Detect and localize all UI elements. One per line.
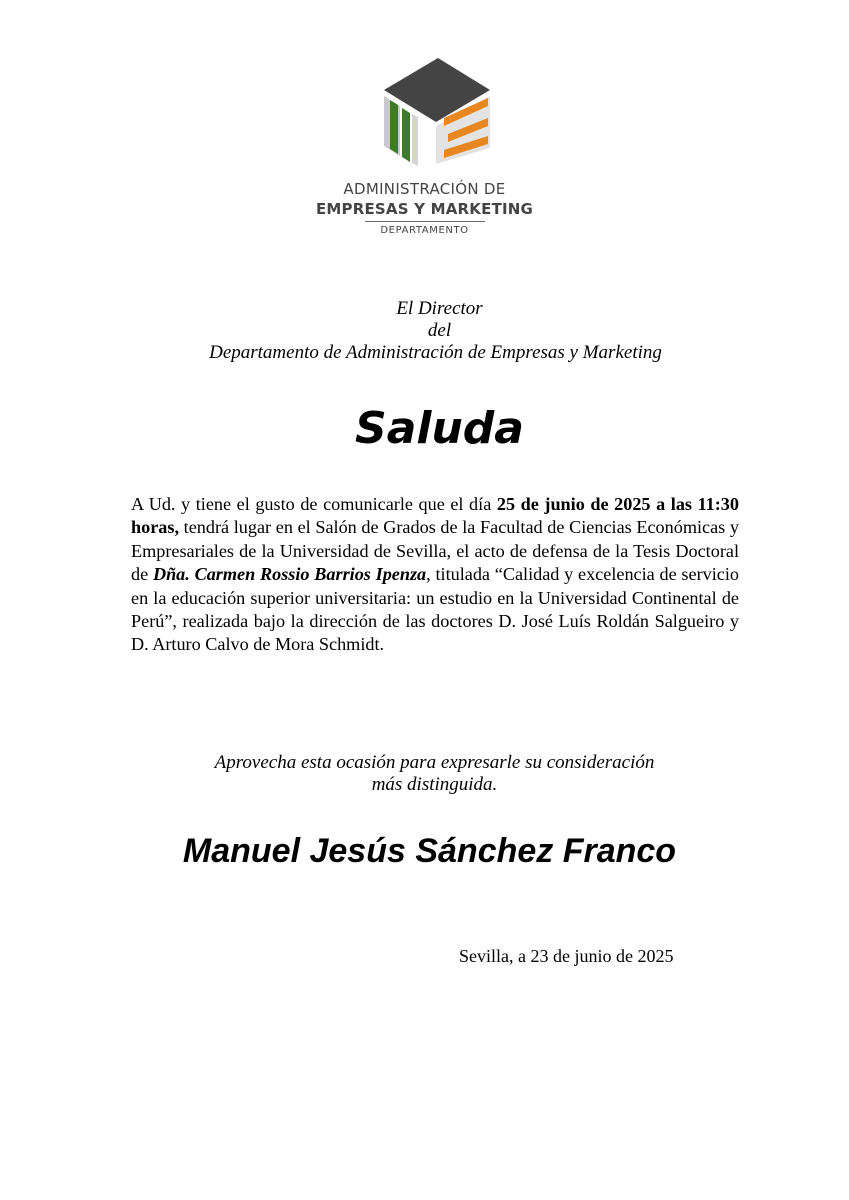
letter-title: Saluda (355, 403, 524, 454)
letter-date: Sevilla, a 23 de junio de 2025 (459, 946, 674, 966)
body-date-time: 25 de junio de 2025 a las 11:30 horas, (131, 494, 739, 538)
header-line-2: del (427, 320, 452, 341)
letter-closing (0, 752, 849, 796)
logo-text-line2: EMPRESAS Y MARKETING (315, 200, 534, 218)
signatory-name: Manuel Jesús Sánchez Franco (182, 832, 677, 870)
logo-text-line1: ADMINISTRACIÓN DE (343, 180, 506, 198)
closing-line-1: Aprovecha esta ocasión para expresarle su consideración (214, 752, 655, 773)
logo-text-line3: DEPARTAMENTO (380, 225, 469, 236)
header-line-3: Departamento de Administración de Empresas y Marketing (209, 342, 662, 363)
header-line-1: El Director (396, 298, 483, 319)
logo-divider (365, 221, 485, 222)
body-candidate-name: Dña. Carmen Rossio Barrios Ipenza (152, 564, 427, 585)
department-logo-icon (378, 56, 496, 168)
closing-line-2: más distinguida. (371, 774, 498, 795)
body-text-part1: A Ud. y tiene el gusto de comunicarle que el día (131, 494, 497, 514)
body-text-part3: , titulada “Calidad y excelencia de servicio en la educación superior universitaria: un estudio en la Universidad Continental de Perú”, realizada bajo la dirección de las doctores D. José Luís Roldán Salgueiro y D. Arturo Calvo de Mora Schmidt. (131, 564, 739, 655)
body-text-part2: tendrá lugar en el Salón de Grados de la Facultad de Ciencias Económicas y Empresariales de la Universidad de Sevilla, el acto de defensa de la Tesis Doctoral de (131, 517, 739, 585)
letter-body (131, 493, 739, 657)
letter-header (0, 298, 849, 364)
